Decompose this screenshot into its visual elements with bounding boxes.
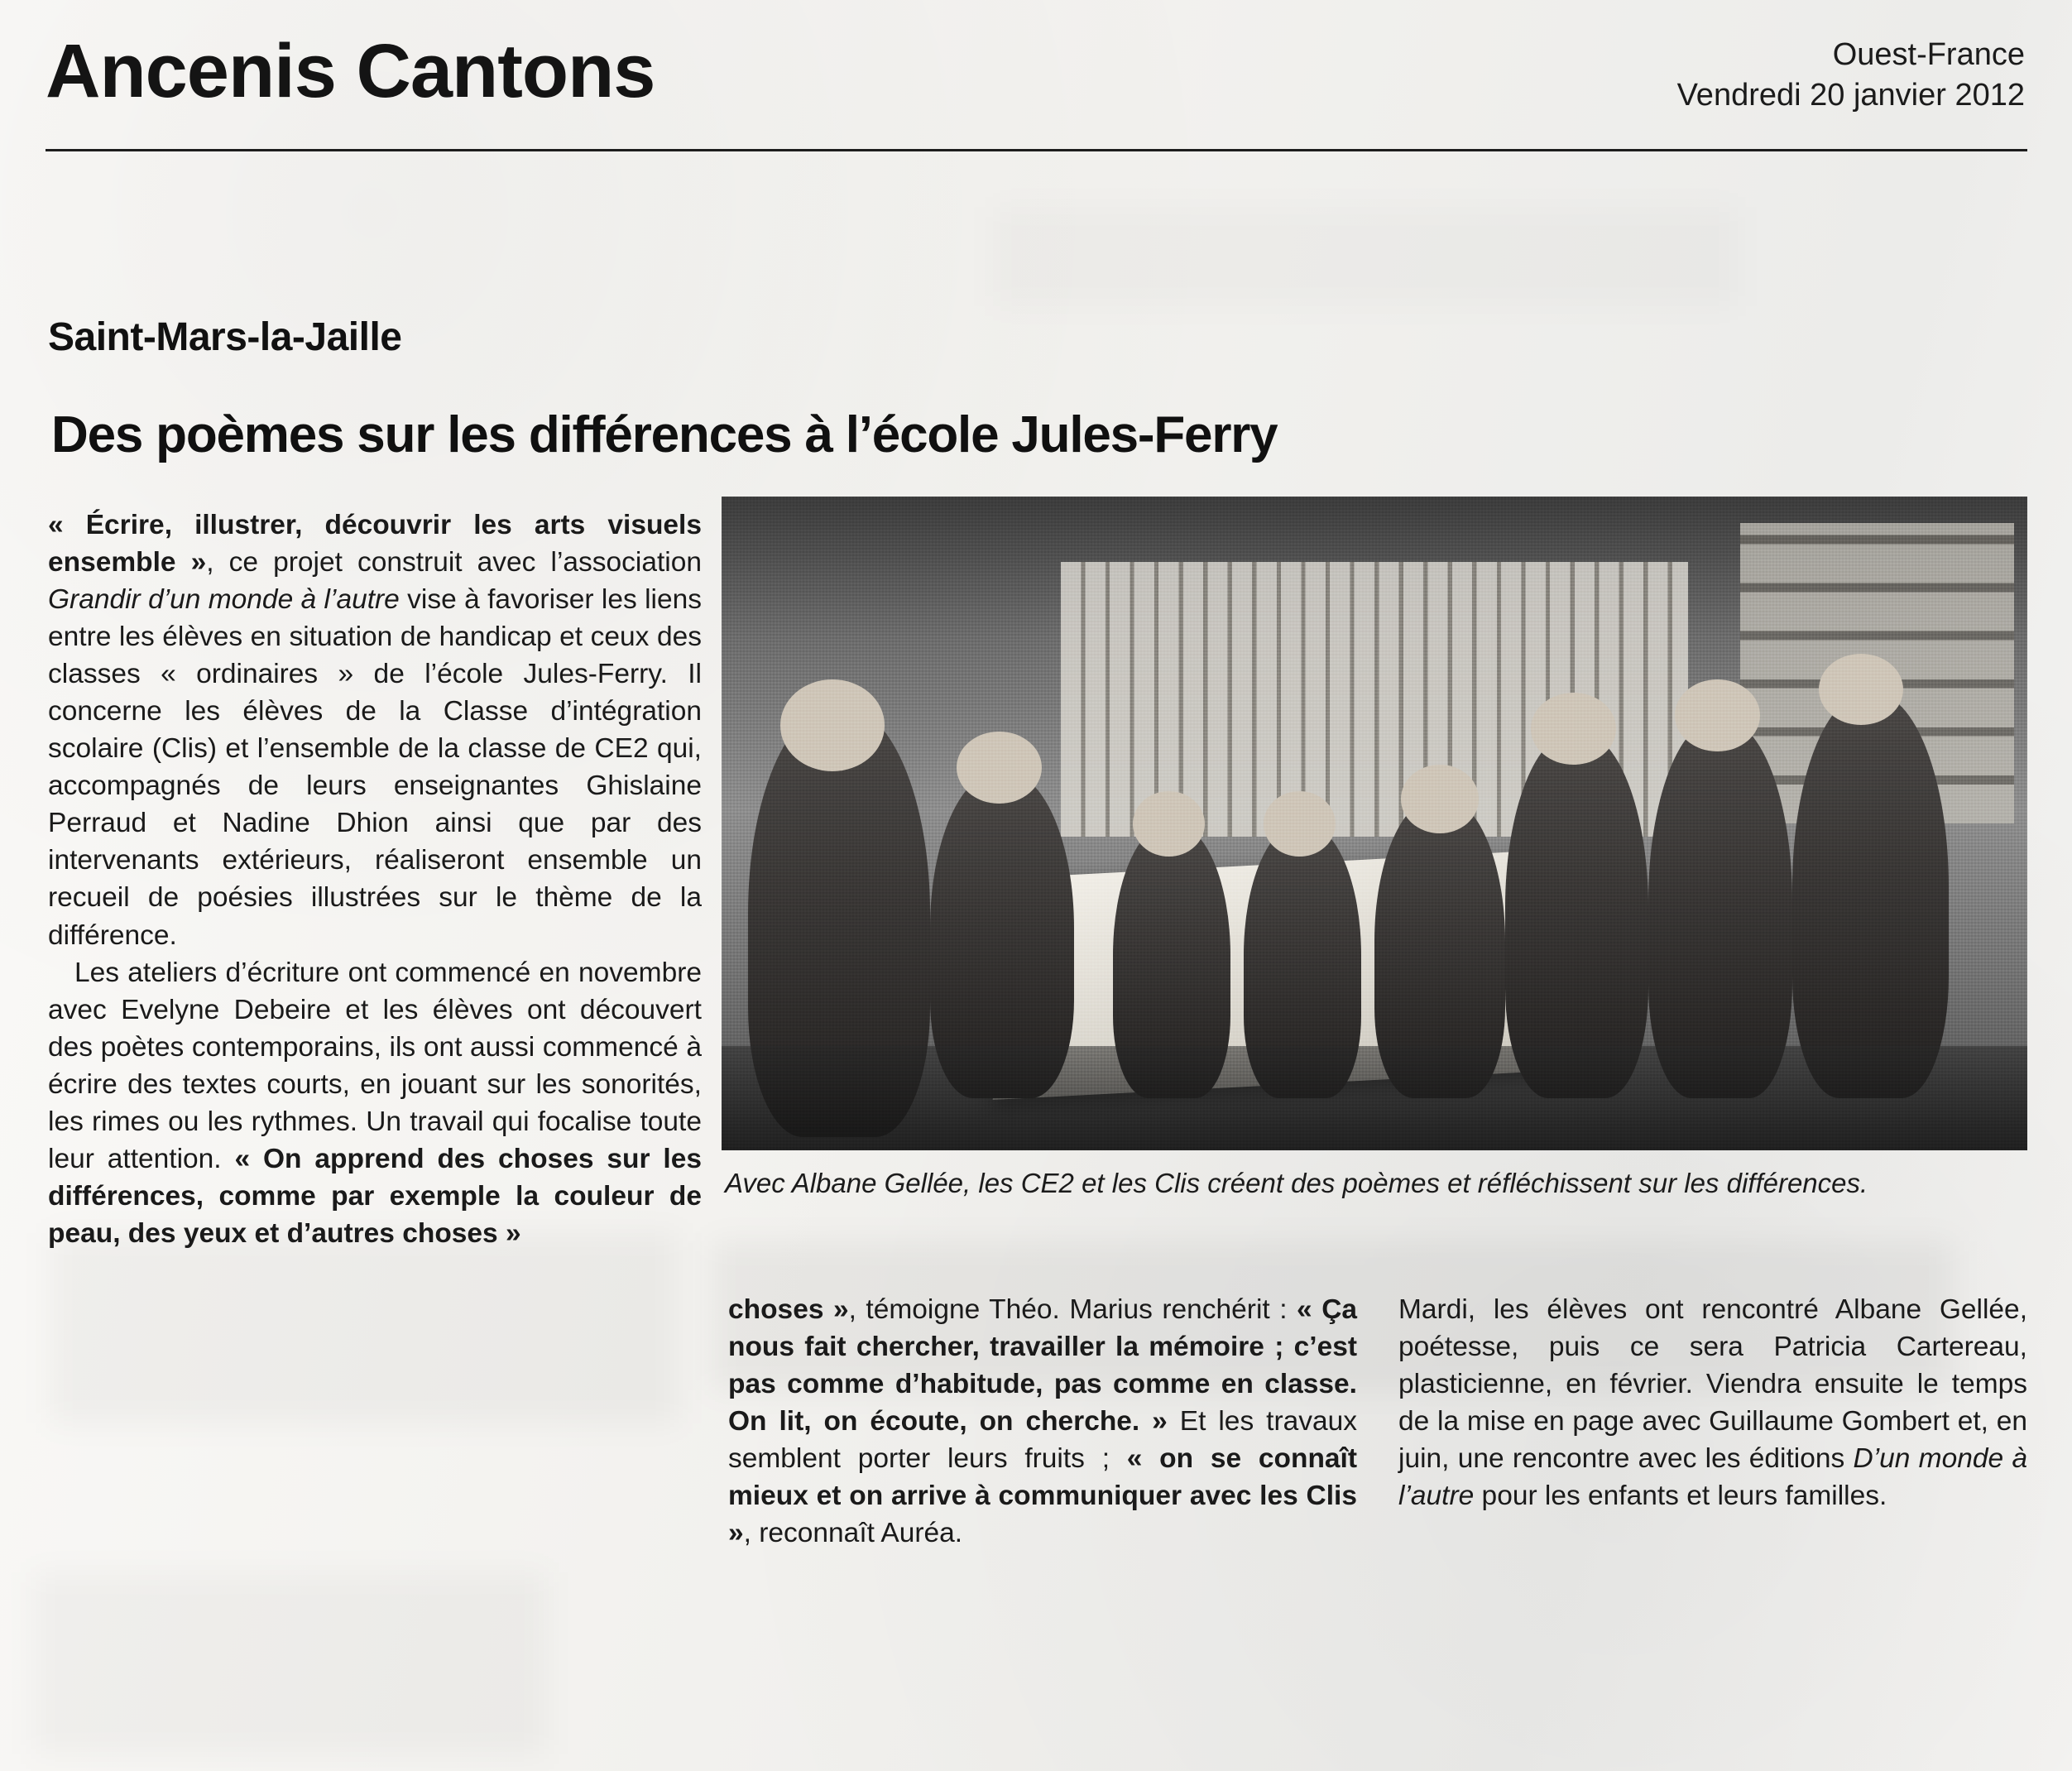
article-column-right bbox=[1398, 1291, 2027, 1514]
publication-name: Ouest-France bbox=[1832, 37, 2025, 72]
paragraph-3-b: pour les enfants et leurs familles. bbox=[1474, 1481, 1887, 1512]
scan-smudge bbox=[993, 207, 1738, 306]
paragraph-1-rest: , ce projet construit avec l’association bbox=[206, 547, 702, 578]
masthead-title: Ancenis Cantons bbox=[46, 29, 655, 113]
masthead-divider bbox=[46, 149, 2027, 151]
masthead bbox=[46, 23, 2026, 147]
paragraph-1 bbox=[48, 506, 702, 954]
paragraph-2-a: Les ateliers d’écriture ont commencé en novembre avec Evelyne Debeire et les élèves ont découvert des poètes contemporains, ils ont aussi commencé à écrire des textes courts, en jouant sur les sonorités, les rimes ou les rythmes. Un travail qui focalise toute leur attention. bbox=[48, 957, 702, 1174]
article-locality: Saint-Mars-la-Jaille bbox=[48, 315, 402, 359]
scan-smudge bbox=[33, 1572, 546, 1754]
photo-caption: Avec Albane Gellée, les CE2 et les Clis créent des poèmes et réfléchissent sur les différences. bbox=[725, 1168, 1868, 1198]
article-headline: Des poèmes sur les différences à l’école Jules-Ferry bbox=[51, 406, 1278, 463]
quote-theo-cont: choses » bbox=[728, 1294, 849, 1325]
publication-date: Vendredi 20 janvier 2012 bbox=[1676, 77, 2025, 113]
quote-marius: « Ça nous fait chercher, travailler la mémoire ; c’est pas comme d’habitude, pas comme en classe. On lit, on écoute, on cherche. » bbox=[728, 1294, 1358, 1437]
quote-aurea: « on se connaît mieux et on arrive à communiquer avec les Clis » bbox=[728, 1443, 1358, 1549]
paragraph-2-continued bbox=[728, 1291, 1357, 1552]
photo-grain bbox=[722, 497, 2027, 1150]
lead-quote: « Écrire, illustrer, découvrir les arts visuels ensemble » bbox=[48, 510, 702, 578]
scan-smudge bbox=[50, 1233, 679, 1423]
masthead-meta bbox=[1677, 35, 2025, 115]
paragraph-3 bbox=[1398, 1291, 2027, 1514]
paragraph-2-d: , reconnaît Auréa. bbox=[743, 1518, 963, 1549]
photo-image bbox=[722, 497, 2027, 1150]
paragraph-1-tail: vise à favoriser les liens entre les élèves en situation de handicap et ceux des classes « ordinaires » de l’école Jules-Ferry. Il concerne les élèves de la Classe d’intégration scolaire (Clis) et l’ensemble de la classe de CE2 qui, accompagnés de leurs enseignantes Ghislaine Perraud et Nadine Dhion ainsi que par des intervenants extérieurs, réaliseront ensemble un recueil de poésies illustrées sur le thème de la différence. bbox=[48, 584, 702, 951]
paragraph-2-start bbox=[48, 954, 702, 1252]
article-column-middle bbox=[728, 1291, 1357, 1552]
paragraph-2-b: , témoigne Théo. Marius renchérit : bbox=[848, 1294, 1297, 1325]
article-photo bbox=[722, 497, 2027, 1150]
paragraph-3-a: Mardi, les élèves ont rencontré Albane Gellée, poétesse, puis ce sera Patricia Cartereau, plasticienne, en février. Viendra ensuite le temps de la mise en page avec Guillaume Gombert et, en juin, une rencontre avec les éditions bbox=[1398, 1294, 2027, 1475]
paragraph-2-c: Et les travaux semblent porter leurs fruits ; bbox=[728, 1406, 1357, 1475]
article-column-left bbox=[48, 506, 702, 1252]
association-name: Grandir d’un monde à l’autre bbox=[48, 584, 400, 616]
quote-theo: « On apprend des choses sur les différences, comme par exemple la couleur de peau, des yeux et d’autres choses » bbox=[48, 1143, 702, 1249]
editions-name: D’un monde à l’autre bbox=[1398, 1443, 2027, 1512]
